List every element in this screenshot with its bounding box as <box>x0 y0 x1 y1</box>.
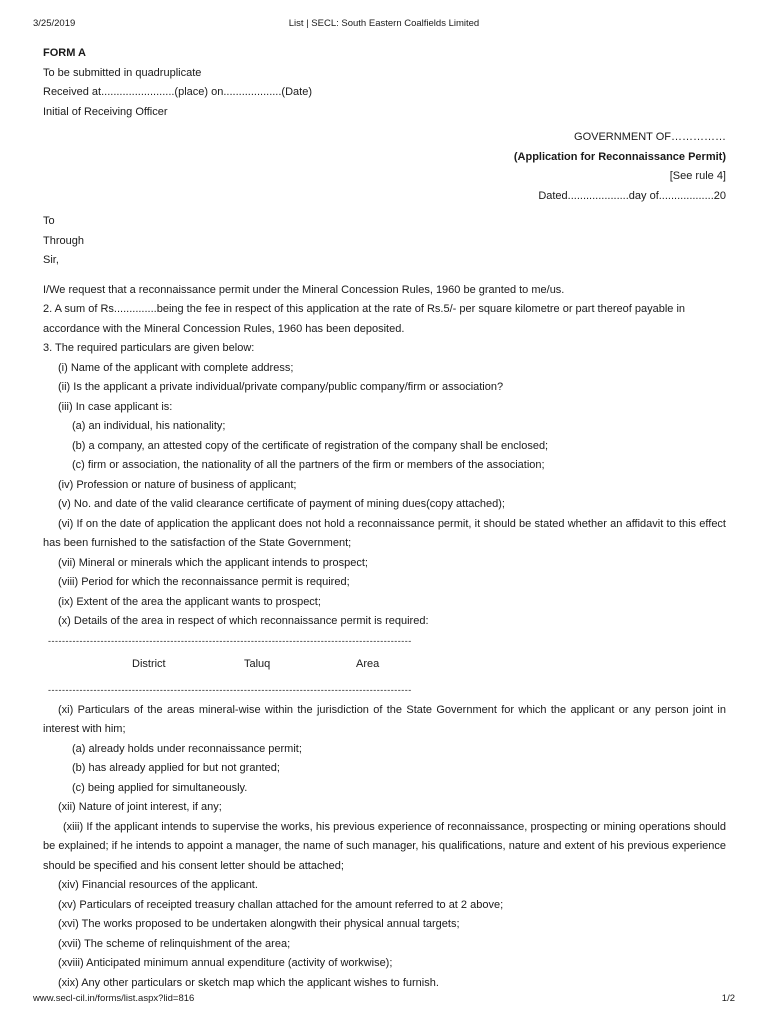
column-taluq: Taluq <box>244 658 271 670</box>
item-i: (i) Name of the applicant with complete address; <box>58 361 294 374</box>
item-xi-c: (c) being applied for simultaneously. <box>72 781 248 794</box>
addressee-through: Through <box>43 234 84 247</box>
item-xix: (xix) Any other particulars or sketch map which the applicant wishes to furnish. <box>58 976 439 989</box>
item-iii-c: (c) firm or association, the nationality of all the partners of the firm or members of the association; <box>72 459 545 471</box>
submission-note: To be submitted in quadruplicate <box>43 66 202 79</box>
page-number: 1/2 <box>721 993 735 1004</box>
column-area: Area <box>356 658 380 670</box>
item-xi: (xi) Particulars of the areas mineral-wise within the jurisdiction of the State Government for which the applicant or any person joint in interest with him; <box>43 703 726 735</box>
salutation: Sir, <box>43 254 59 266</box>
particulars-heading: 3. The required particulars are given below: <box>43 342 255 354</box>
item-xviii: (xviii) Anticipated minimum annual expenditure (activity of workwise); <box>58 957 393 969</box>
item-xiv: (xiv) Financial resources of the applicant. <box>58 879 258 891</box>
item-xi-a: (a) already holds under reconnaissance permit; <box>72 742 302 755</box>
item-xvii: (xvii) The scheme of relinquishment of the area; <box>58 937 291 950</box>
area-table-header <box>43 651 726 681</box>
fee-paragraph: 2. A sum of Rs..............being the fee in respect of this application at the rate of Rs.5/- per square kilometre or part thereof payable in accordance with the Mineral Concession Rules, 1960 has been deposited. <box>43 303 686 335</box>
column-district: District <box>132 658 166 670</box>
request-paragraph: I/We request that a reconnaissance permit under the Mineral Concession Rules, 1960 be granted to me/us. <box>43 283 565 296</box>
application-title: (Application for Reconnaissance Permit) <box>513 150 726 163</box>
item-x: (x) Details of the area in respect of which reconnaissance permit is required: <box>58 615 429 627</box>
table-rule-bottom: -------------------------------------------------------------------------------------------------------- <box>48 685 412 695</box>
received-at-line: Received at........................(place) on...................(Date) <box>43 86 312 98</box>
receiving-officer-line: Initial of Receiving Officer <box>43 105 168 118</box>
form-title: FORM A <box>43 47 86 59</box>
item-iv: (iv) Profession or nature of business of applicant; <box>58 478 297 491</box>
item-vi: (vi) If on the date of application the applicant does not hold a reconnaissance permit, it should be stated whether an affidavit to this effect has been furnished to the satisfaction of the State Government; <box>43 517 726 549</box>
page-url: www.secl-cil.in/forms/list.aspx?lid=816 <box>33 993 195 1004</box>
item-iii-b: (b) a company, an attested copy of the certificate of registration of the company shall be enclosed; <box>72 439 549 452</box>
page-title: List | SECL: South Eastern Coalfields Limited <box>288 18 480 29</box>
print-date: 3/25/2019 <box>33 18 76 29</box>
item-viii: (viii) Period for which the reconnaissance permit is required; <box>58 576 350 588</box>
item-iii-a: (a) an individual, his nationality; <box>72 420 226 432</box>
form-document <box>43 44 726 993</box>
item-vii: (vii) Mineral or minerals which the applicant intends to prospect; <box>58 556 368 569</box>
government-line: GOVERNMENT OF…………… <box>574 131 726 143</box>
item-xii: (xii) Nature of joint interest, if any; <box>58 801 222 813</box>
item-xvi: (xvi) The works proposed to be undertaken alongwith their physical annual targets; <box>58 918 460 930</box>
item-iii: (iii) In case applicant is: <box>58 400 173 413</box>
table-rule-top: -------------------------------------------------------------------------------------------------------- <box>48 635 412 646</box>
addressee-to: To <box>43 215 55 227</box>
dated-line: Dated....................day of..................20 <box>538 189 726 202</box>
item-ix: (ix) Extent of the area the applicant wants to prospect; <box>58 595 321 608</box>
item-ii: (ii) Is the applicant a private individual/private company/public company/firm or association? <box>58 381 504 393</box>
rule-reference: [See rule 4] <box>669 170 726 182</box>
item-xiii: (xiii) If the applicant intends to supervise the works, his previous experience of reconnaissance, prospecting or mining operations should be explained; if he intends to appoint a manager, the name of such manager, his qualifications, nature and extent of his previous experience should be specified and his consent letter should be attached; <box>43 820 726 872</box>
item-v: (v) No. and date of the valid clearance certificate of payment of mining dues(copy attached); <box>58 498 505 510</box>
item-xv: (xv) Particulars of receipted treasury challan attached for the amount referred to at 2 above; <box>58 898 504 911</box>
item-xi-b: (b) has already applied for but not granted; <box>72 762 280 774</box>
